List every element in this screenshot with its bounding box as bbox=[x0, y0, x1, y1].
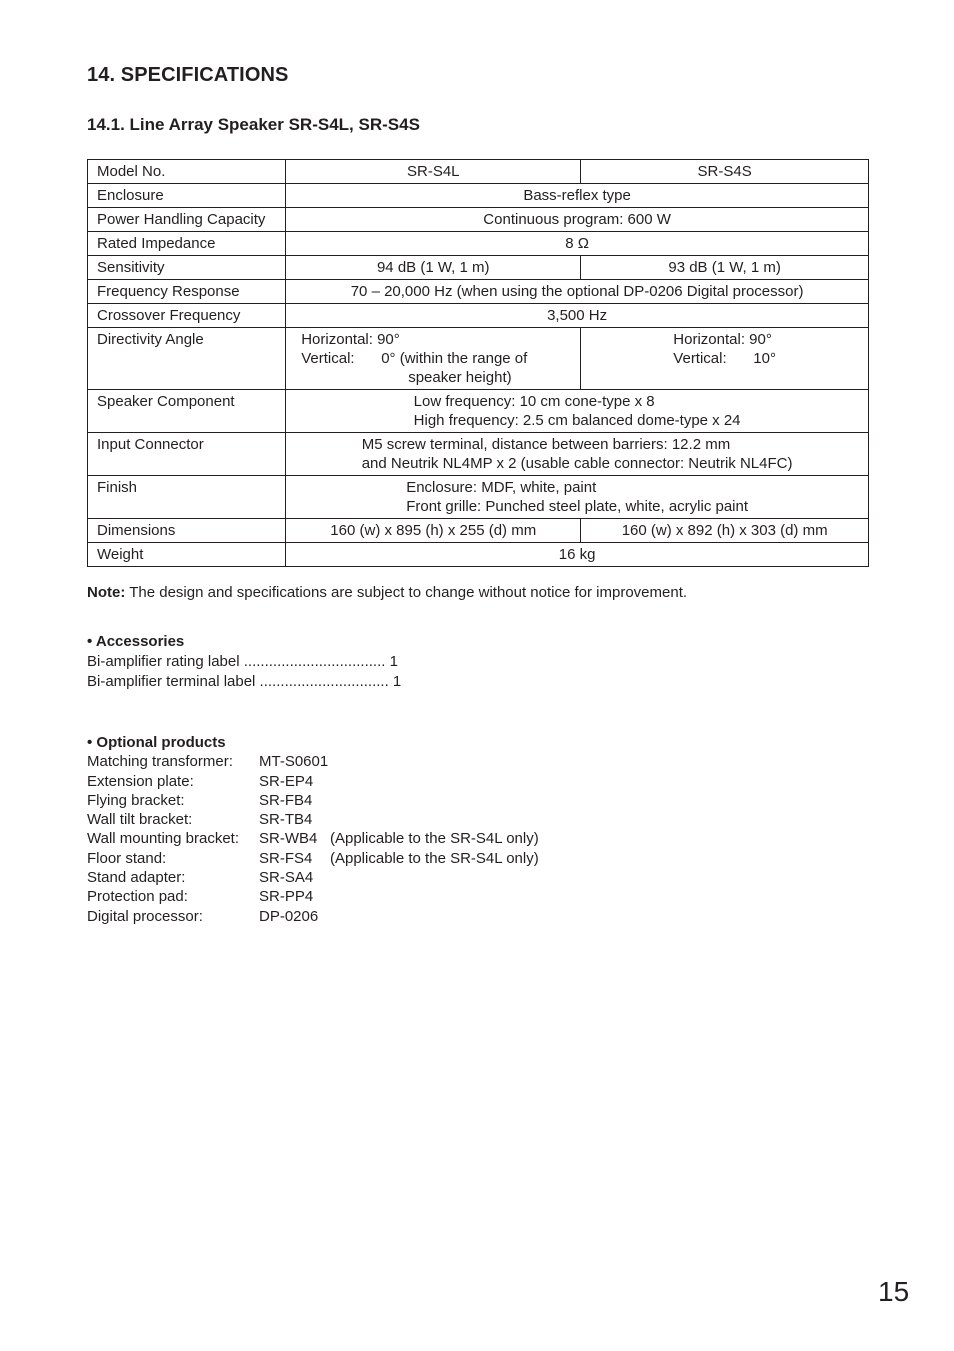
product-model: SR-TB4 bbox=[259, 811, 313, 829]
product-model: SR-WB4 bbox=[259, 830, 318, 848]
page-title: 14. SPECIFICATIONS bbox=[87, 64, 289, 86]
list-item bbox=[87, 810, 539, 829]
row-label: Speaker Component bbox=[88, 390, 286, 433]
note-label: Note: bbox=[87, 584, 126, 601]
horizontal-angle: Horizontal: 90° bbox=[301, 331, 400, 348]
value-line: and Neutrik NL4MP x 2 (usable cable connector: Neutrik NL4FC) bbox=[361, 455, 793, 472]
optional-products-title: • Optional products bbox=[87, 734, 226, 751]
vertical-value: 0° (within the range of bbox=[381, 350, 528, 367]
table-row bbox=[88, 160, 869, 184]
row-label: Weight bbox=[88, 543, 286, 567]
product-remark: (Applicable to the SR-S4L only) bbox=[330, 849, 539, 867]
row-label: Dimensions bbox=[88, 519, 286, 543]
row-value bbox=[286, 476, 869, 519]
table-row bbox=[88, 543, 869, 567]
optional-products-section bbox=[87, 733, 539, 926]
list-item bbox=[87, 849, 539, 868]
row-value: 160 (w) x 895 (h) x 255 (d) mm bbox=[286, 519, 581, 543]
table-row bbox=[88, 390, 869, 433]
row-label: Crossover Frequency bbox=[88, 304, 286, 328]
list-item bbox=[87, 791, 539, 810]
product-name: Extension plate: bbox=[87, 772, 194, 790]
row-value: 94 dB (1 W, 1 m) bbox=[286, 256, 581, 280]
product-name: Digital processor: bbox=[87, 907, 203, 925]
vertical-label: Vertical: bbox=[301, 350, 355, 367]
row-value: 160 (w) x 892 (h) x 303 (d) mm bbox=[581, 519, 869, 543]
row-value bbox=[286, 328, 581, 390]
table-row bbox=[88, 280, 869, 304]
row-label: Directivity Angle bbox=[88, 328, 286, 390]
product-remark: (Applicable to the SR-S4L only) bbox=[330, 830, 539, 848]
table-row bbox=[88, 328, 869, 390]
row-value: 8 Ω bbox=[286, 232, 869, 256]
product-name: Wall mounting bracket: bbox=[87, 830, 240, 848]
list-item bbox=[87, 752, 539, 771]
value-line: Enclosure: MDF, white, paint bbox=[406, 479, 597, 496]
row-label: Finish bbox=[88, 476, 286, 519]
product-model: SR-EP4 bbox=[259, 772, 314, 790]
vertical-value: 10° bbox=[753, 350, 776, 367]
table-row bbox=[88, 208, 869, 232]
row-label: Frequency Response bbox=[88, 280, 286, 304]
table-row bbox=[88, 433, 869, 476]
value-line: Front grille: Punched steel plate, white, acrylic paint bbox=[406, 498, 749, 515]
table-row bbox=[88, 304, 869, 328]
row-label: Sensitivity bbox=[88, 256, 286, 280]
row-value: Continuous program: 600 W bbox=[286, 208, 869, 232]
specifications-table bbox=[87, 159, 869, 567]
row-value: 3,500 Hz bbox=[286, 304, 869, 328]
table-row bbox=[88, 184, 869, 208]
row-value: 93 dB (1 W, 1 m) bbox=[581, 256, 869, 280]
list-item bbox=[87, 907, 539, 926]
vertical-angle bbox=[301, 349, 571, 368]
list-item bbox=[87, 868, 539, 887]
product-name: Protection pad: bbox=[87, 888, 188, 906]
vertical-note: speaker height) bbox=[408, 369, 512, 386]
product-model: MT-S0601 bbox=[259, 753, 329, 771]
row-label: Model No. bbox=[88, 160, 286, 184]
product-model: SR-FB4 bbox=[259, 791, 313, 809]
table-row bbox=[88, 476, 869, 519]
product-name: Wall tilt bracket: bbox=[87, 811, 193, 829]
product-name: Flying bracket: bbox=[87, 791, 185, 809]
model-sr-s4s: SR-S4S bbox=[581, 160, 869, 184]
page-number: 15 bbox=[878, 1276, 910, 1307]
row-value: Bass-reflex type bbox=[286, 184, 869, 208]
row-label: Rated Impedance bbox=[88, 232, 286, 256]
list-item bbox=[87, 772, 539, 791]
accessories-section bbox=[87, 632, 401, 692]
list-item: Bi-amplifier rating label .................................. 1 bbox=[87, 653, 398, 670]
list-item bbox=[87, 887, 539, 906]
value-line: Low frequency: 10 cm cone-type x 8 bbox=[413, 393, 655, 410]
product-model: SR-SA4 bbox=[259, 869, 314, 887]
horizontal-angle: Horizontal: 90° bbox=[673, 331, 772, 348]
note-text: The design and specifications are subject to change without notice for improvement. bbox=[125, 584, 688, 601]
note bbox=[87, 584, 687, 601]
list-item: Bi-amplifier terminal label ............................... 1 bbox=[87, 673, 402, 690]
product-model: DP-0206 bbox=[259, 907, 319, 925]
product-model: SR-PP4 bbox=[259, 888, 314, 906]
row-label: Enclosure bbox=[88, 184, 286, 208]
row-value bbox=[286, 433, 869, 476]
row-value bbox=[581, 328, 869, 390]
product-model: SR-FS4 bbox=[259, 849, 313, 867]
vertical-label: Vertical: bbox=[673, 350, 727, 367]
value-line: M5 screw terminal, distance between barriers: 12.2 mm bbox=[361, 436, 731, 453]
table-row bbox=[88, 519, 869, 543]
product-name: Stand adapter: bbox=[87, 869, 186, 887]
row-value bbox=[286, 390, 869, 433]
vertical-angle bbox=[673, 349, 776, 368]
model-sr-s4l: SR-S4L bbox=[286, 160, 581, 184]
accessories-title: • Accessories bbox=[87, 633, 185, 650]
table-row bbox=[88, 256, 869, 280]
row-label: Input Connector bbox=[88, 433, 286, 476]
product-name: Matching transformer: bbox=[87, 753, 233, 771]
section-title: 14.1. Line Array Speaker SR-S4L, SR-S4S bbox=[87, 115, 420, 134]
product-name: Floor stand: bbox=[87, 849, 167, 867]
value-line: High frequency: 2.5 cm balanced dome-type x 24 bbox=[413, 412, 741, 429]
row-value: 16 kg bbox=[286, 543, 869, 567]
list-item bbox=[87, 829, 539, 848]
row-value: 70 – 20,000 Hz (when using the optional DP-0206 Digital processor) bbox=[286, 280, 869, 304]
row-label: Power Handling Capacity bbox=[88, 208, 286, 232]
table-row bbox=[88, 232, 869, 256]
